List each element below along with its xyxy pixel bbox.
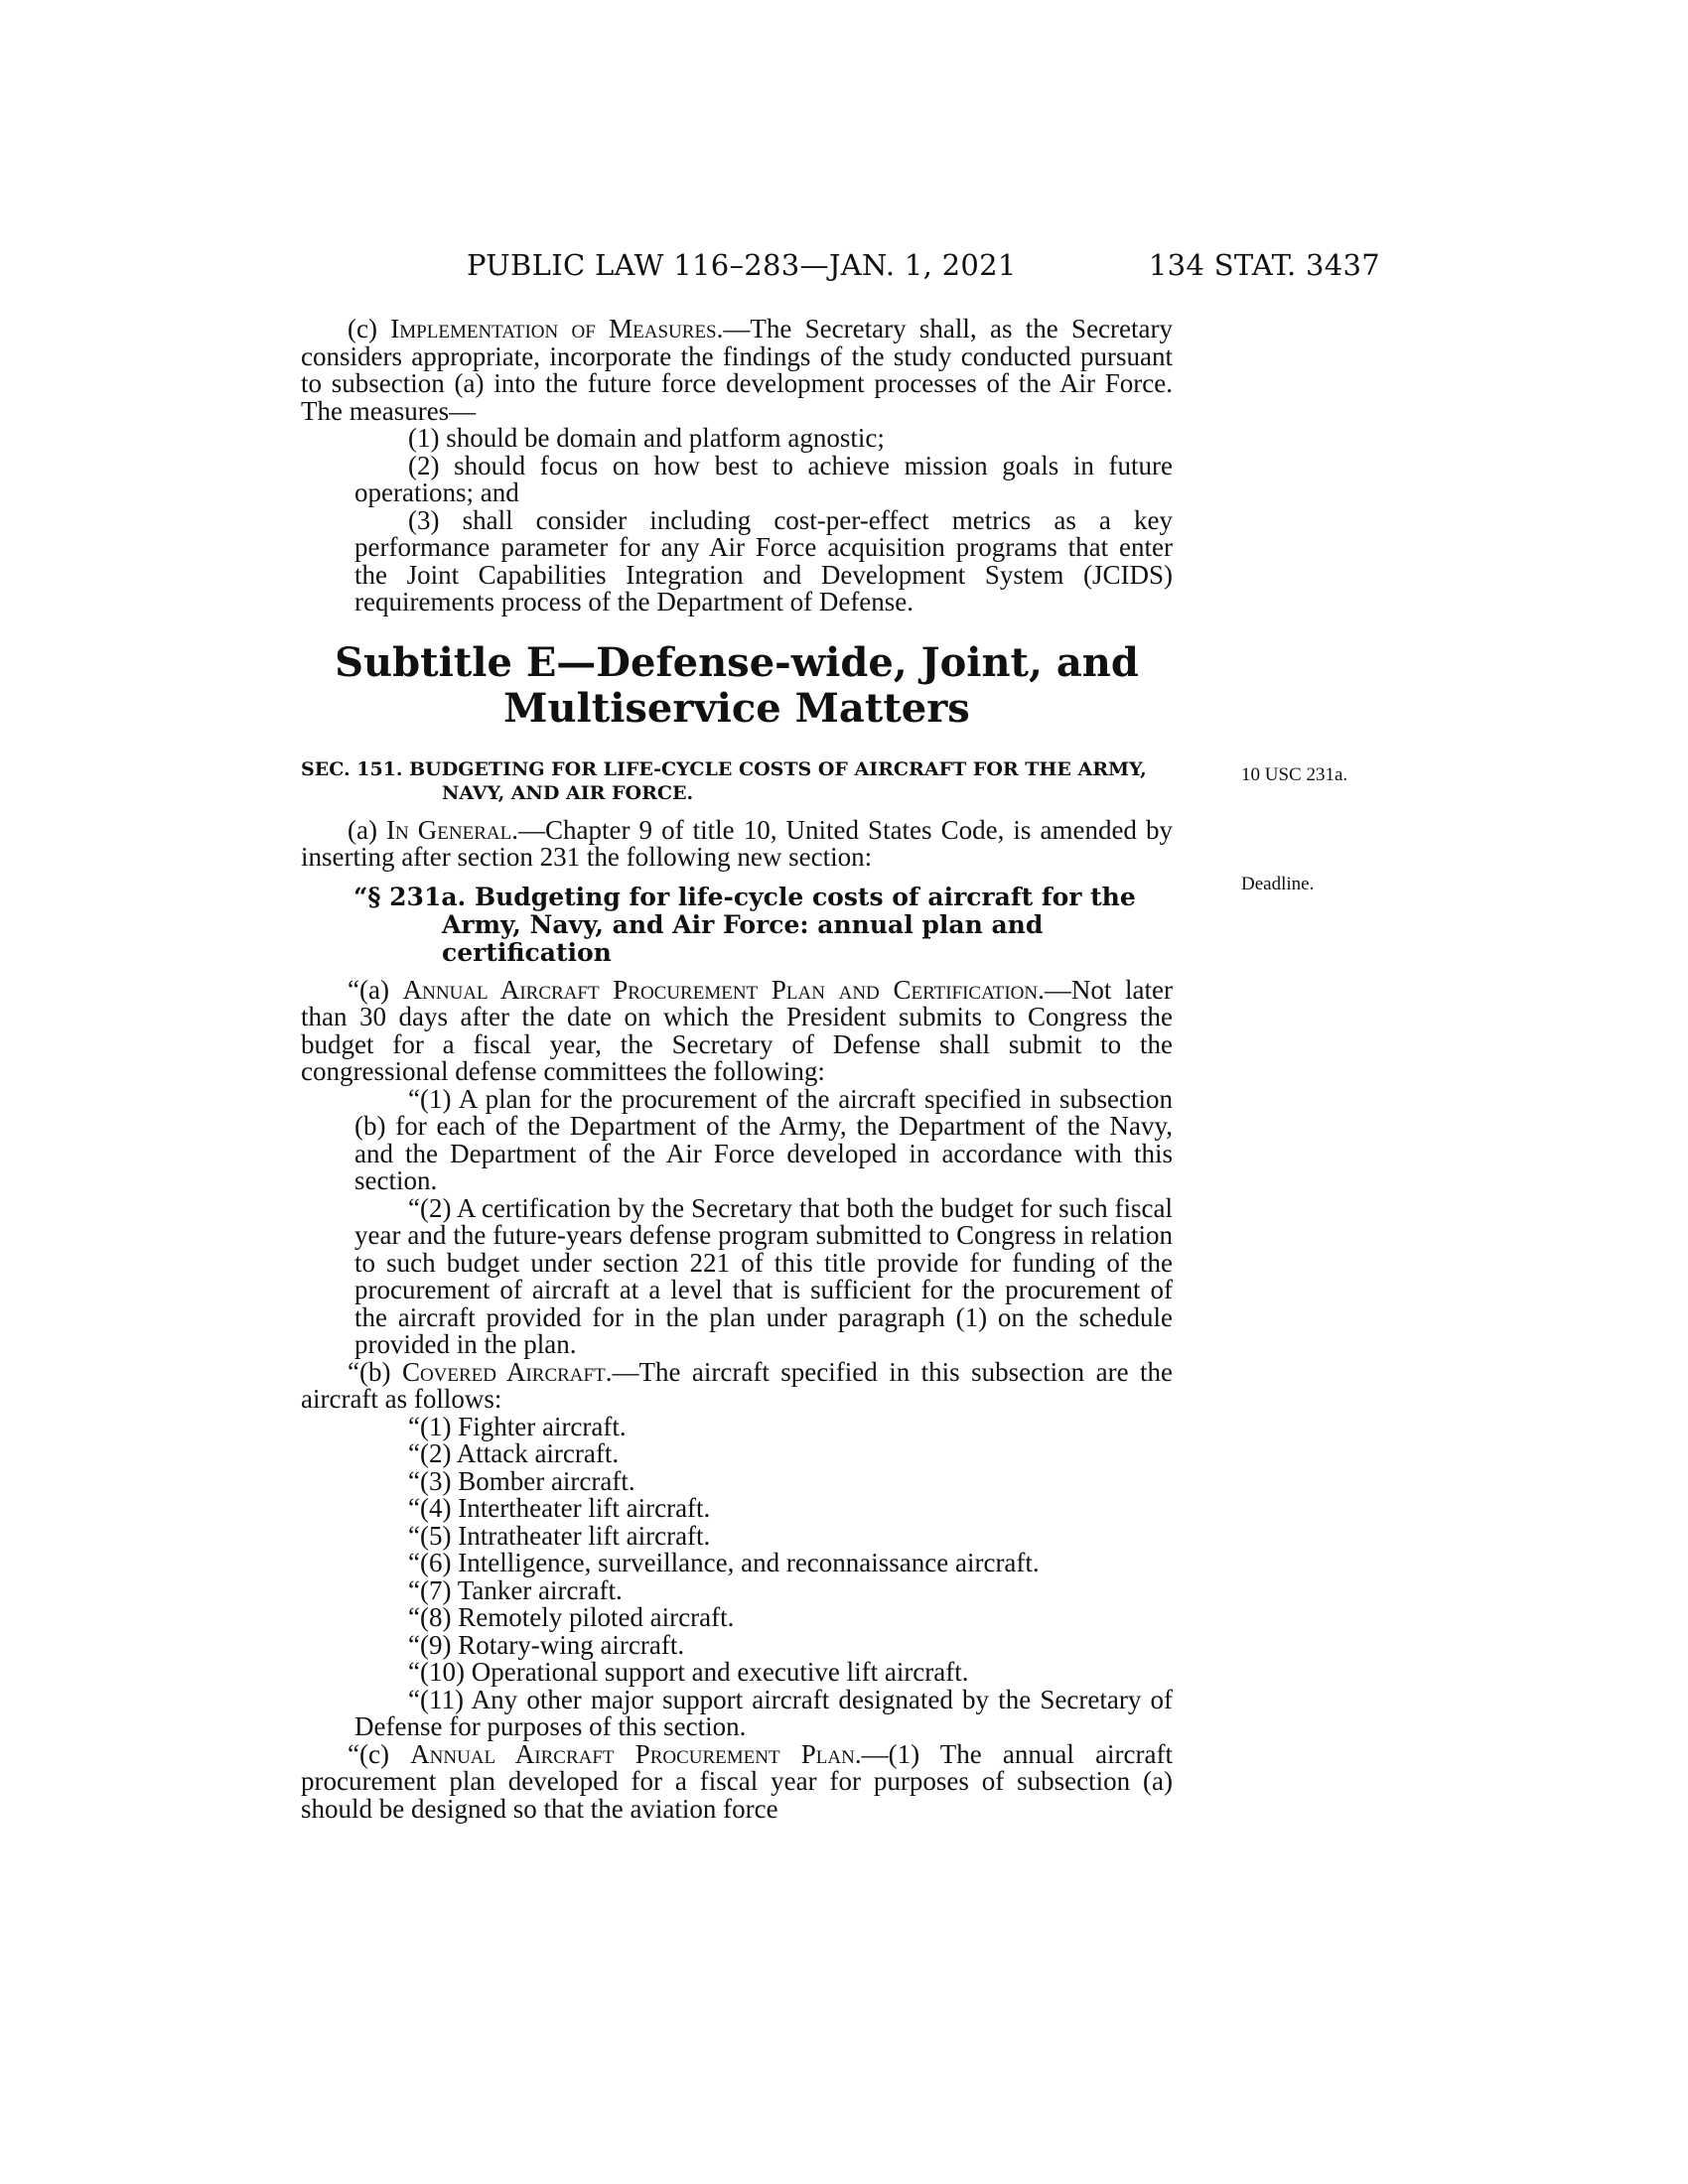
list-item: “(2) Attack aircraft. — [408, 1438, 620, 1468]
stat-page-number: 134 STAT. 3437 — [1148, 248, 1380, 282]
paragraph-label: “(c) — [348, 1738, 411, 1769]
list-item: “(9) Rotary-wing aircraft. — [408, 1629, 685, 1660]
subtitle-line: Multiservice Matters — [503, 684, 970, 732]
list-item: “(2) A certification by the Secretary that both the budget for such fiscal year and the future-years defense program submitted to Congress in relation to such budget under section 221 of this title provide for funding of the procurement of aircraft at a level that is sufficient for the procurement of the aircraft provided for in the plan under paragraph (1) on the schedule provided in the plan. — [354, 1192, 1173, 1359]
margin-note-usc: 10 USC 231a. — [1241, 764, 1348, 785]
paragraph-heading: Covered Aircraft — [401, 1356, 606, 1387]
new-section-heading: “§ 231a. Budgeting for life-cycle costs of aircraft for the Army, Navy, and Air Force: annual plan and certification — [353, 882, 1136, 967]
list-item: “(3) Bomber aircraft. — [408, 1465, 635, 1496]
paragraph-sc-procurement-plan — [301, 1738, 1173, 1824]
paragraph-label: “(a) — [348, 974, 403, 1005]
paragraph-heading: Annual Aircraft Procurement Plan and Certification — [402, 974, 1039, 1005]
list-item: “(4) Intertheater lift aircraft. — [408, 1493, 711, 1523]
list-item: “(8) Remotely piloted aircraft. — [408, 1602, 735, 1632]
paragraph-heading: Annual Aircraft Procurement Plan — [410, 1738, 855, 1769]
paragraph-heading: In General — [386, 814, 512, 845]
list-item: “(10) Operational support and executive lift aircraft. — [408, 1657, 969, 1687]
paragraph-label: “(b) — [348, 1356, 402, 1387]
paragraph-text: .—Chapter 9 of title 10, United States Code, is amended by inserting after section 231 the following new section: — [301, 814, 1173, 872]
section-heading: SEC. 151. BUDGETING FOR LIFE-CYCLE COSTS OF AIRCRAFT FOR THE ARMY, NAVY, AND AIR FORCE. — [301, 757, 1147, 804]
paragraph-label: (c) — [348, 314, 391, 343]
list-item: (2) should focus on how best to achieve mission goals in future operations; and — [354, 450, 1173, 507]
list-item: “(1) Fighter aircraft. — [408, 1411, 627, 1441]
paragraph-label: (a) — [348, 814, 387, 845]
paragraph-sb-covered-aircraft — [301, 1356, 1174, 1414]
list-item: (3) shall consider including cost-per-effect metrics as a key performance parameter for any Air Force acquisition programs that enter the Joint Capabilities Integration and Development System (JCIDS) requirements process of the Department of Defense. — [354, 504, 1173, 616]
paragraph-c-implementation — [301, 316, 1173, 425]
list-item: “(7) Tanker aircraft. — [408, 1574, 623, 1605]
paragraph-text: .—The aircraft specified in this subsection are the aircraft as follows: — [301, 1356, 1174, 1414]
body-text — [301, 316, 1173, 1823]
law-citation: PUBLIC LAW 116–283—JAN. 1, 2021 — [467, 248, 1017, 282]
list-item: “(5) Intratheater lift aircraft. — [408, 1520, 711, 1551]
paragraph-text: .—Not later than 30 days after the date on which the President submits to Congress the budget for a fiscal year, the Secretary of Defense shall submit to the congressional defense committees the following: — [301, 974, 1173, 1086]
paragraph-text: .—(1) The annual aircraft procurement plan developed for a fiscal year for purposes of subsection (a) should be designed so that the aviation force — [301, 1738, 1173, 1824]
list-item: (1) should be domain and platform agnostic; — [408, 423, 885, 453]
paragraph-heading: Implementation of Measures — [390, 314, 717, 343]
running-head — [298, 248, 1380, 288]
list-item: “(11) Any other major support aircraft designated by the Secretary of Defense for purposes of this section. — [354, 1684, 1173, 1741]
list-item: “(6) Intelligence, surveillance, and reconnaissance aircraft. — [408, 1548, 1040, 1577]
paragraph-text: .—The Secretary shall, as the Secretary considers appropriate, incorporate the findings of the study conducted pursuant to subsection (a) into the future force development processes of the Air Force. The measures— — [301, 314, 1173, 426]
list-item: “(1) A plan for the procurement of the aircraft specified in subsection (b) for each of the Department of the Army, the Department of the Navy, and the Department of the Air Force developed in accordance with this section. — [354, 1083, 1173, 1195]
subtitle-heading — [301, 640, 1173, 732]
margin-note-deadline: Deadline. — [1241, 874, 1315, 894]
paragraph-a-general — [301, 814, 1173, 872]
paragraph-sa-plan-certification — [301, 974, 1173, 1086]
subtitle-line: Subtitle E—Defense-wide, Joint, and — [335, 638, 1139, 686]
